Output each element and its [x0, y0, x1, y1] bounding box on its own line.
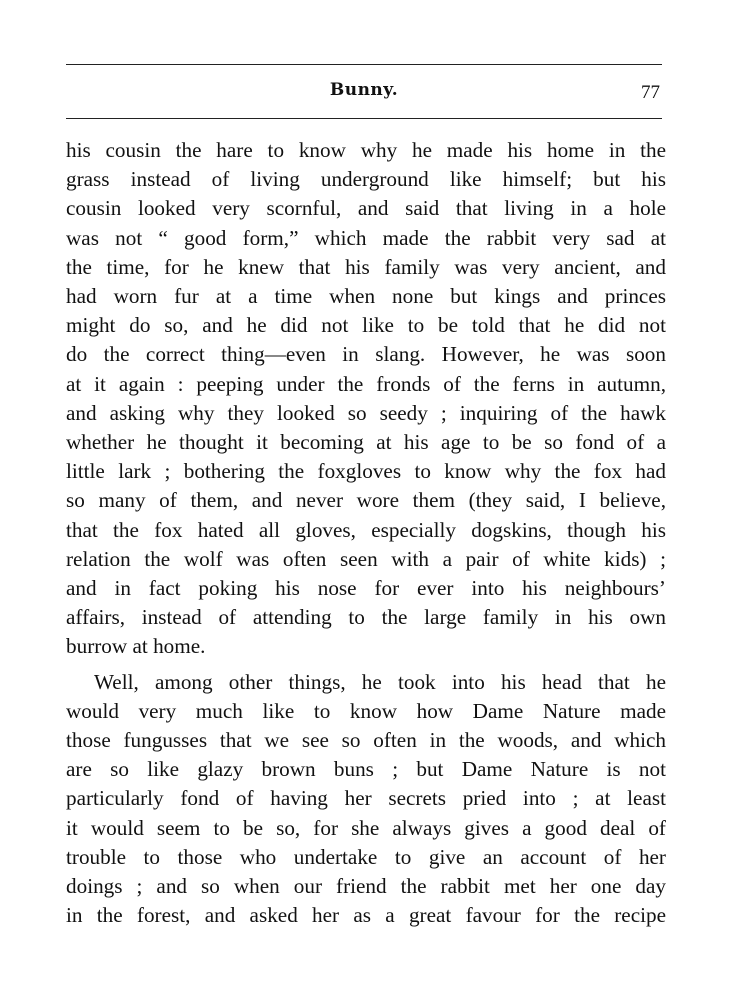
text-line: whether he thought it becoming at his age to be so fond of a — [66, 430, 666, 455]
page-number: 77 — [641, 82, 660, 103]
running-title: Bunny. — [329, 80, 399, 100]
text-line: the time, for he knew that his family was very ancient, and — [66, 254, 666, 279]
header-rule — [66, 118, 662, 119]
text-line: are so like glazy brown buns ; but Dame Nature is not — [66, 757, 666, 782]
text-line: those fungusses that we see so often in the woods, and which — [66, 728, 666, 753]
text-line: Well, among other things, he took into his head that he — [94, 669, 666, 694]
text-line: and in fact poking his nose for ever into his neighbours’ — [66, 576, 666, 601]
top-rule — [66, 64, 662, 65]
text-line: affairs, instead of attending to the large family in his own — [66, 605, 666, 630]
text-line: relation the wolf was often seen with a pair of white kids) ; — [66, 546, 666, 571]
text-line: cousin looked very scornful, and said that living in a hole — [66, 196, 666, 221]
text-line: at it again : peeping under the fronds of the ferns in autumn, — [66, 371, 666, 396]
text-line: that the fox hated all gloves, especially dogskins, though his — [66, 517, 666, 542]
text-line: burrow at home. — [66, 634, 206, 659]
text-line: would very much like to know how Dame Nature made — [66, 698, 666, 723]
text-line: in the forest, and asked her as a great favour for the recipe — [66, 903, 666, 928]
text-line: doings ; and so when our friend the rabbit met her one day — [66, 874, 666, 899]
text-line: his cousin the hare to know why he made his home in the — [66, 138, 666, 162]
text-line: particularly fond of having her secrets pried into ; at least — [66, 786, 666, 811]
text-line: so many of them, and never wore them (they said, I believe, — [66, 488, 666, 513]
text-line: it would seem to be so, for she always gives a good deal of — [66, 815, 666, 840]
body-text — [66, 136, 666, 930]
running-head — [66, 80, 662, 106]
text-line: and asking why they looked so seedy ; inquiring of the hawk — [66, 400, 666, 425]
text-line: trouble to those who undertake to give an account of her — [66, 844, 666, 869]
text-line: might do so, and he did not like to be told that he did not — [66, 313, 666, 338]
text-line: do the correct thing—even in slang. However, he was soon — [66, 342, 666, 367]
text-line: grass instead of living underground like himself; but his — [66, 167, 666, 192]
text-line: little lark ; bothering the foxgloves to know why the fox had — [66, 459, 666, 484]
text-line: was not “ good form,” which made the rabbit very sad at — [66, 225, 666, 250]
text-line: had worn fur at a time when none but kings and princes — [66, 284, 666, 309]
